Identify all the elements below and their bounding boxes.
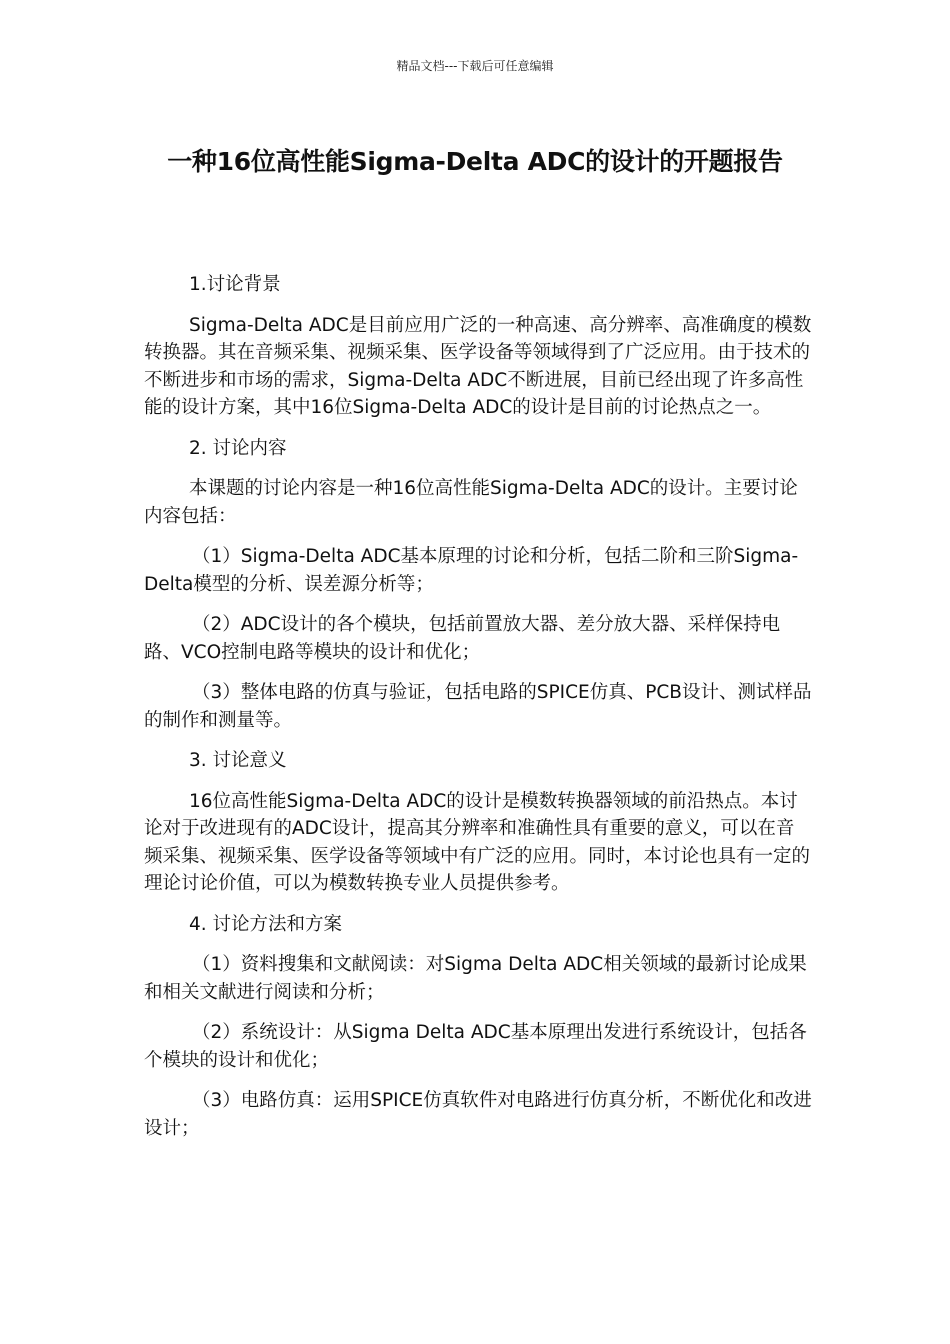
section-heading-background: 1.讨论背景 [189, 274, 281, 295]
content-list-item: （2）ADC设计的各个模块，包括前置放大器、差分放大器、采样保持电路、VCO控制电路等模块的设计和优化； [144, 614, 781, 663]
document-title: 一种16位高性能Sigma-Delta ADC的设计的开题报告 [167, 147, 783, 176]
methods-list-item: （2）系统设计：从Sigma Delta ADC基本原理出发进行系统设计，包括各个模块的设计和优化； [144, 1022, 807, 1071]
document-body [144, 271, 812, 1155]
section-paragraph-content: 本课题的讨论内容是一种16位高性能Sigma-Delta ADC的设计。主要讨论内容包括： [144, 478, 798, 527]
methods-list-item: （1）资料搜集和文献阅读：对Sigma Delta ADC相关领域的最新讨论成果和相关文献进行阅读和分析； [144, 954, 807, 1003]
section-paragraph-significance: 16位高性能Sigma-Delta ADC的设计是模数转换器领域的前沿热点。本讨论对于改进现有的ADC设计，提高其分辨率和准确性具有重要的意义，可以在音频采集、视频采集、医学设备等领域中有广泛的应用。同时，本讨论也具有一定的理论讨论价值，可以为模数转换专业人员提供参考。 [144, 790, 811, 894]
section-heading-methods: 4. 讨论方法和方案 [189, 913, 343, 935]
page-header: 精品文档---下载后可任意编辑 [396, 59, 554, 73]
section-paragraph-background: Sigma-Delta ADC是目前应用广泛的一种高速、高分辨率、高准确度的模数转换器。其在音频采集、视频采集、医学设备等领域得到了广泛应用。由于技术的不断进步和市场的需求，Sigma-Delta ADC不断进展，目前已经出现了许多高性能的设计方案，其中16位Sigma-Delta ADC的设计是目前的讨论热点之一。 [144, 314, 812, 418]
section-heading-content: 2. 讨论内容 [189, 437, 287, 459]
section-heading-significance: 3. 讨论意义 [189, 750, 287, 771]
content-list-item: （1）Sigma-Delta ADC基本原理的讨论和分析，包括二阶和三阶Sigma-Delta模型的分析、误差源分析等； [144, 546, 799, 595]
content-list-item: （3）整体电路的仿真与验证，包括电路的SPICE仿真、PCB设计、测试样品的制作和测量等。 [144, 682, 812, 731]
methods-list-item: （3）电路仿真：运用SPICE仿真软件对电路进行仿真分析，不断优化和改进设计； [144, 1090, 812, 1139]
